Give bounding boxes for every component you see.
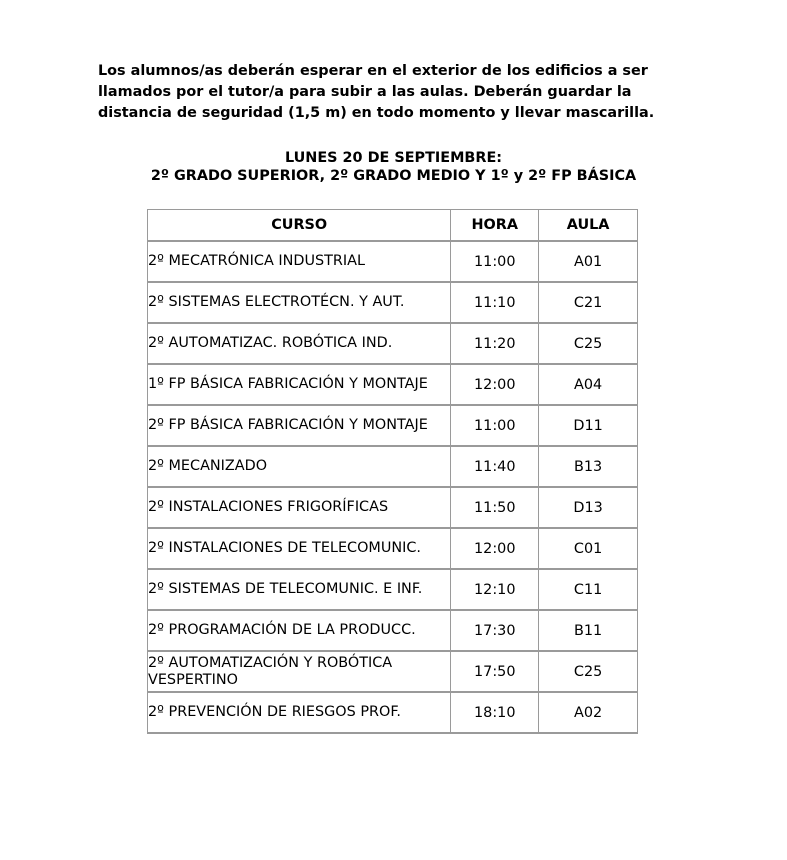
table-row: [148, 652, 638, 693]
cell-hora: 17:50: [451, 652, 539, 693]
cell-aula: C11: [539, 570, 638, 611]
table-row: [148, 611, 638, 652]
cell-hora: 12:10: [451, 570, 539, 611]
table-row: [148, 406, 638, 447]
header-hora: HORA: [451, 210, 539, 242]
cell-curso: [148, 488, 451, 529]
table-row: [148, 570, 638, 611]
cell-hora: 11:50: [451, 488, 539, 529]
cell-aula: D11: [539, 406, 638, 447]
cell-hora: 17:30: [451, 611, 539, 652]
cell-aula: C25: [539, 324, 638, 365]
table-row: [148, 283, 638, 324]
cell-hora: 11:00: [451, 242, 539, 283]
cell-aula: B13: [539, 447, 638, 488]
curso-line: 2º SISTEMAS DE TELECOMUNIC. E INF.: [148, 581, 423, 597]
cell-curso: [148, 693, 451, 734]
curso-line: 2º SISTEMAS ELECTROTÉCN. Y AUT.: [148, 294, 405, 310]
cell-hora: 18:10: [451, 693, 539, 734]
cell-aula: B11: [539, 611, 638, 652]
cell-aula: C01: [539, 529, 638, 570]
table-header-row: [148, 210, 638, 242]
intro-notice: Los alumnos/as deberán esperar en el exterior de los edificios a ser llamados por el tutor/a para subir a las aulas. Deberán guardar la distancia de seguridad (1,5 m) en todo momento y llevar mascarilla.: [98, 63, 655, 121]
table-row: [148, 488, 638, 529]
cell-curso: [148, 652, 451, 693]
curso-line: 2º AUTOMATIZACIÓN Y ROBÓTICA: [148, 654, 393, 671]
cell-curso: [148, 242, 451, 283]
cell-hora: 11:10: [451, 283, 539, 324]
table-row: [148, 242, 638, 283]
cell-hora: 12:00: [451, 365, 539, 406]
cell-aula: A02: [539, 693, 638, 734]
cell-hora: 11:40: [451, 447, 539, 488]
cell-curso: [148, 570, 451, 611]
cell-aula: C25: [539, 652, 638, 693]
curso-line: 1º FP BÁSICA FABRICACIÓN Y MONTAJE: [148, 376, 428, 392]
cell-hora: 11:20: [451, 324, 539, 365]
curso-line: 2º INSTALACIONES FRIGORÍFICAS: [148, 499, 389, 515]
curso-line: 2º FP BÁSICA FABRICACIÓN Y MONTAJE: [148, 417, 428, 433]
table-row: [148, 693, 638, 734]
cell-aula: D13: [539, 488, 638, 529]
cell-curso: [148, 447, 451, 488]
cell-aula: A04: [539, 365, 638, 406]
schedule-table: [147, 209, 638, 734]
table-row: [148, 529, 638, 570]
cell-aula: A01: [539, 242, 638, 283]
cell-curso: [148, 365, 451, 406]
curso-line: 2º INSTALACIONES DE TELECOMUNIC.: [148, 540, 421, 556]
schedule-date-heading: LUNES 20 DE SEPTIEMBRE:: [284, 150, 503, 166]
schedule-table-body: [148, 242, 638, 734]
table-row: [148, 365, 638, 406]
curso-line: 2º PREVENCIÓN DE RIESGOS PROF.: [148, 704, 401, 720]
cell-curso: [148, 324, 451, 365]
curso-line: VESPERTINO: [148, 671, 238, 688]
cell-curso: [148, 283, 451, 324]
cell-curso: [148, 611, 451, 652]
cell-curso: [148, 529, 451, 570]
cell-aula: C21: [539, 283, 638, 324]
curso-line: 2º AUTOMATIZAC. ROBÓTICA IND.: [148, 335, 393, 351]
curso-line: 2º PROGRAMACIÓN DE LA PRODUCC.: [148, 622, 416, 638]
header-curso: CURSO: [148, 210, 451, 242]
table-row: [148, 447, 638, 488]
schedule-groups-heading: 2º GRADO SUPERIOR, 2º GRADO MEDIO Y 1º y 2º FP BÁSICA: [150, 168, 637, 184]
cell-hora: 12:00: [451, 529, 539, 570]
curso-line: 2º MECATRÓNICA INDUSTRIAL: [148, 253, 366, 269]
cell-curso: [148, 406, 451, 447]
table-row: [148, 324, 638, 365]
header-aula: AULA: [539, 210, 638, 242]
cell-hora: 11:00: [451, 406, 539, 447]
curso-line: 2º MECANIZADO: [148, 458, 268, 474]
